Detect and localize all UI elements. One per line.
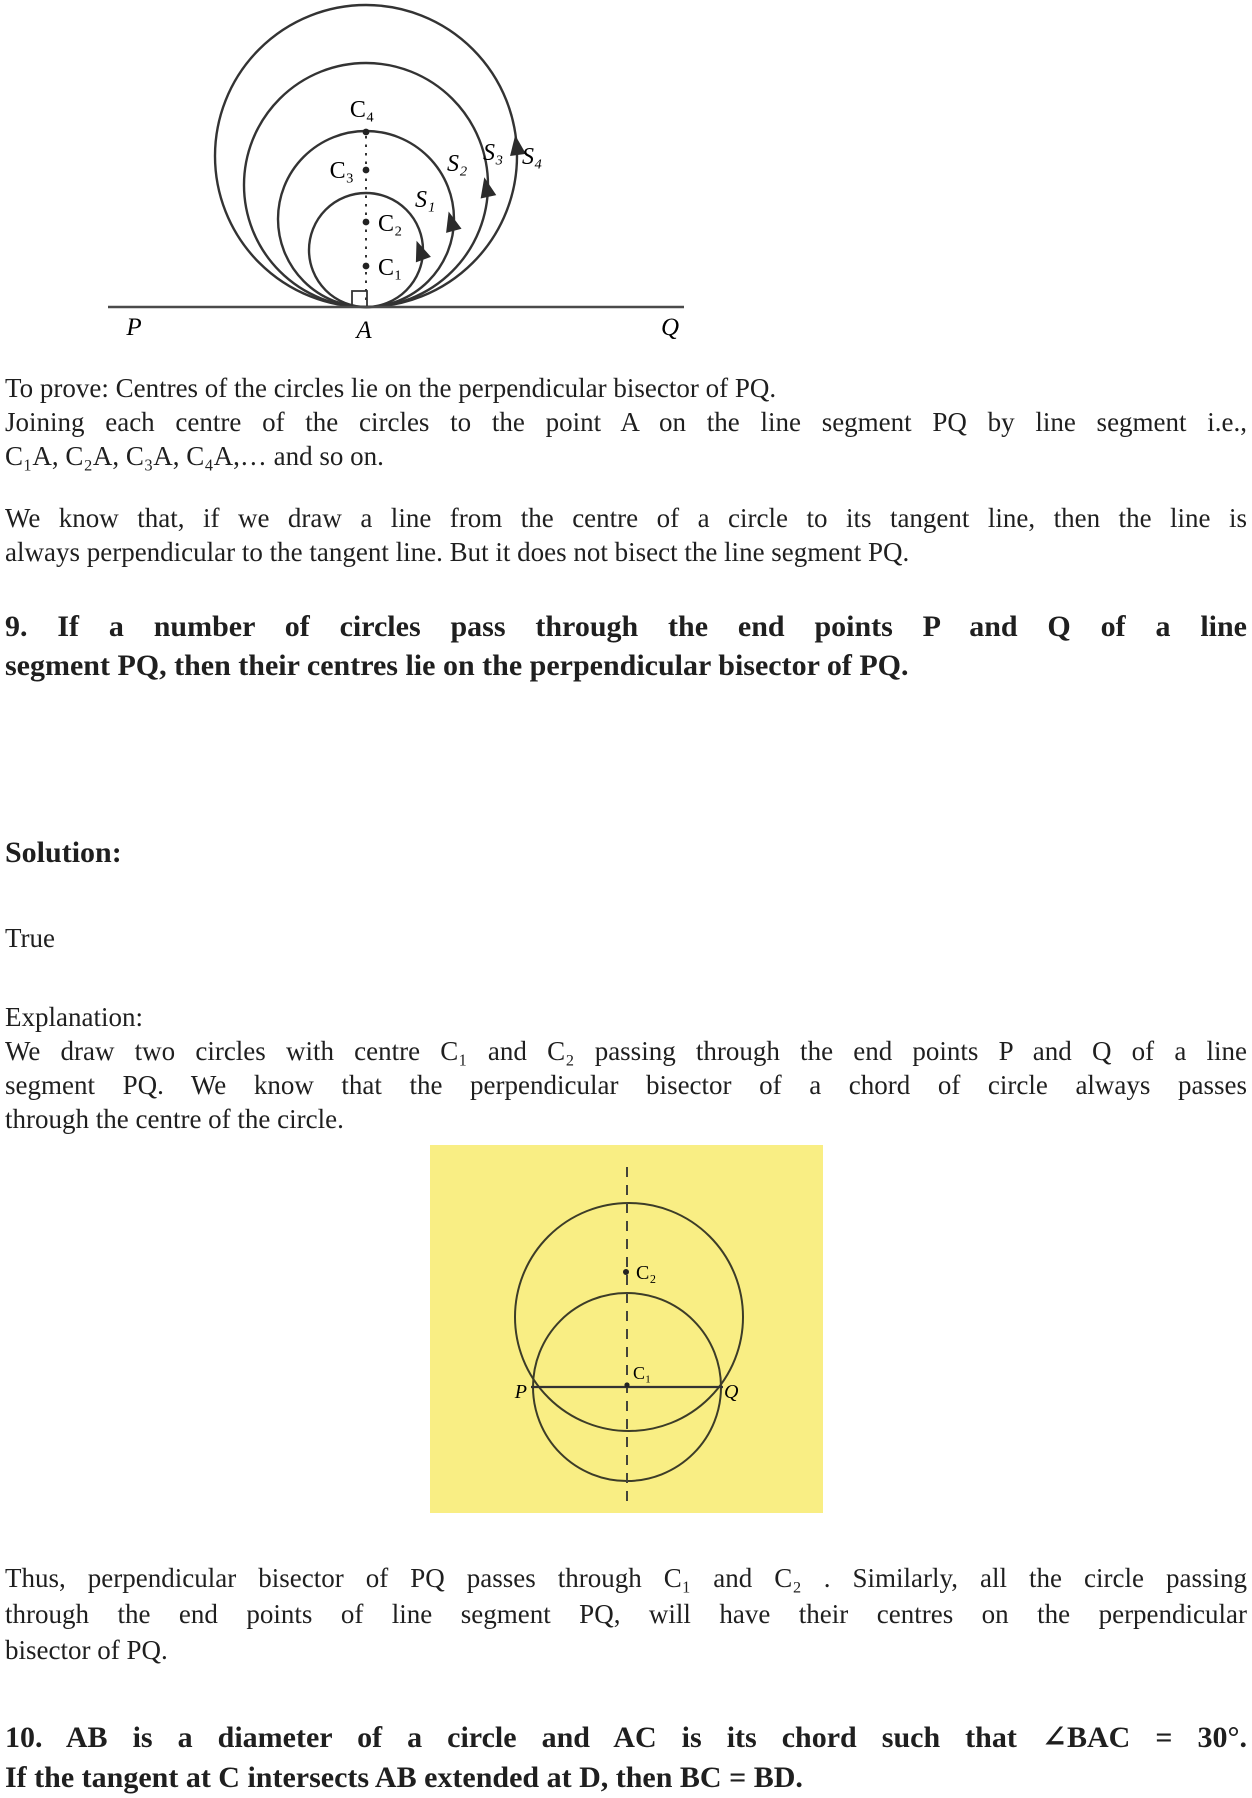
thus-line-1: Thus, perpendicular bisector of PQ passes through C₁ and C₂ . Similarly, all the circle passing [5, 1563, 1247, 1593]
arrow-s3 [476, 176, 496, 199]
explanation-line-1: We draw two circles with centre C₁ and C₂ passing through the end points P and Q of a line [5, 1036, 1247, 1066]
question-9-line-1: 9. If a number of circles pass through the end points P and Q of a line [5, 610, 1247, 643]
to-prove-line-3: C₁A, C₂A, C₃A, C₄A,… and so on. [5, 441, 384, 471]
label-s2: S₂ [447, 151, 468, 177]
label-q: Q [723, 1381, 738, 1403]
explanation-line-2: segment PQ. We know that the perpendicular bisector of a chord of circle always passes [5, 1070, 1247, 1100]
label-s3: S₃ [483, 140, 504, 166]
arrow-s1 [409, 238, 431, 262]
right-angle-mark [352, 291, 367, 306]
to-prove-line-1: To prove: Centres of the circles lie on the perpendicular bisector of PQ. [5, 373, 777, 403]
paragraph-to-prove [5, 371, 1247, 473]
label-c1: C₁ [378, 255, 403, 281]
question-10-line-2: If the tangent at C intersects AB extended at D, then BC = BD. [5, 1761, 803, 1794]
perpendicular-bisector-svg [430, 1145, 823, 1513]
label-p: P [514, 1381, 527, 1403]
centre-dot-c2 [363, 219, 370, 226]
label-p: P [126, 314, 142, 341]
label-c2: C₂ [635, 1262, 656, 1284]
solution-heading: Solution: [5, 836, 122, 869]
we-know-line-1: We know that, if we draw a line from the centre of a circle to its tangent line, then the line is [5, 503, 1247, 533]
thus-line-2: through the end points of line segment PQ, will have their centres on the perpendicular [5, 1599, 1247, 1629]
explanation-heading: Explanation: [5, 1002, 143, 1032]
label-c1: C₁ [632, 1363, 651, 1383]
perpendicular-bisector-figure [0, 1145, 1252, 1513]
question-10-heading [5, 1718, 1247, 1798]
centre-dot-c2 [623, 1269, 629, 1275]
label-a: A [356, 317, 372, 344]
question-9-heading [5, 607, 1247, 685]
explanation-paragraph [5, 1000, 1247, 1136]
label-s4: S₄ [522, 144, 543, 170]
label-c2: C₂ [378, 211, 403, 237]
question-9-line-2: segment PQ, then their centres lie on the perpendicular bisector of PQ. [5, 649, 909, 682]
paragraph-we-know [5, 501, 1247, 569]
explanation-line-3: through the centre of the circle. [5, 1104, 344, 1134]
label-c3: C₃ [329, 158, 354, 184]
to-prove-line-2: Joining each centre of the circles to the point A on the line segment PQ by line segment i.e., [5, 407, 1247, 437]
tangent-circles-figure [0, 0, 1252, 350]
tangent-circles-svg [0, 0, 1252, 345]
label-c4: C₄ [349, 97, 375, 123]
we-know-line-2: always perpendicular to the tangent line. But it does not bisect the line segment PQ. [5, 537, 910, 567]
question-10-line-1: 10. AB is a diameter of a circle and AC is its chord such that ∠BAC = 30°. [5, 1721, 1247, 1754]
centre-dot-c1 [363, 263, 370, 270]
label-q: Q [660, 314, 680, 341]
thus-line-3: bisector of PQ. [5, 1635, 168, 1665]
label-s1: S₁ [415, 187, 436, 213]
centre-dot-c3 [363, 167, 370, 174]
answer-text: True [5, 923, 56, 953]
paragraph-thus [5, 1560, 1247, 1668]
circle-s4 [215, 5, 517, 307]
centre-dot-c4 [363, 129, 370, 136]
arrow-s2 [441, 209, 462, 232]
centre-dot-c1 [624, 1382, 629, 1387]
